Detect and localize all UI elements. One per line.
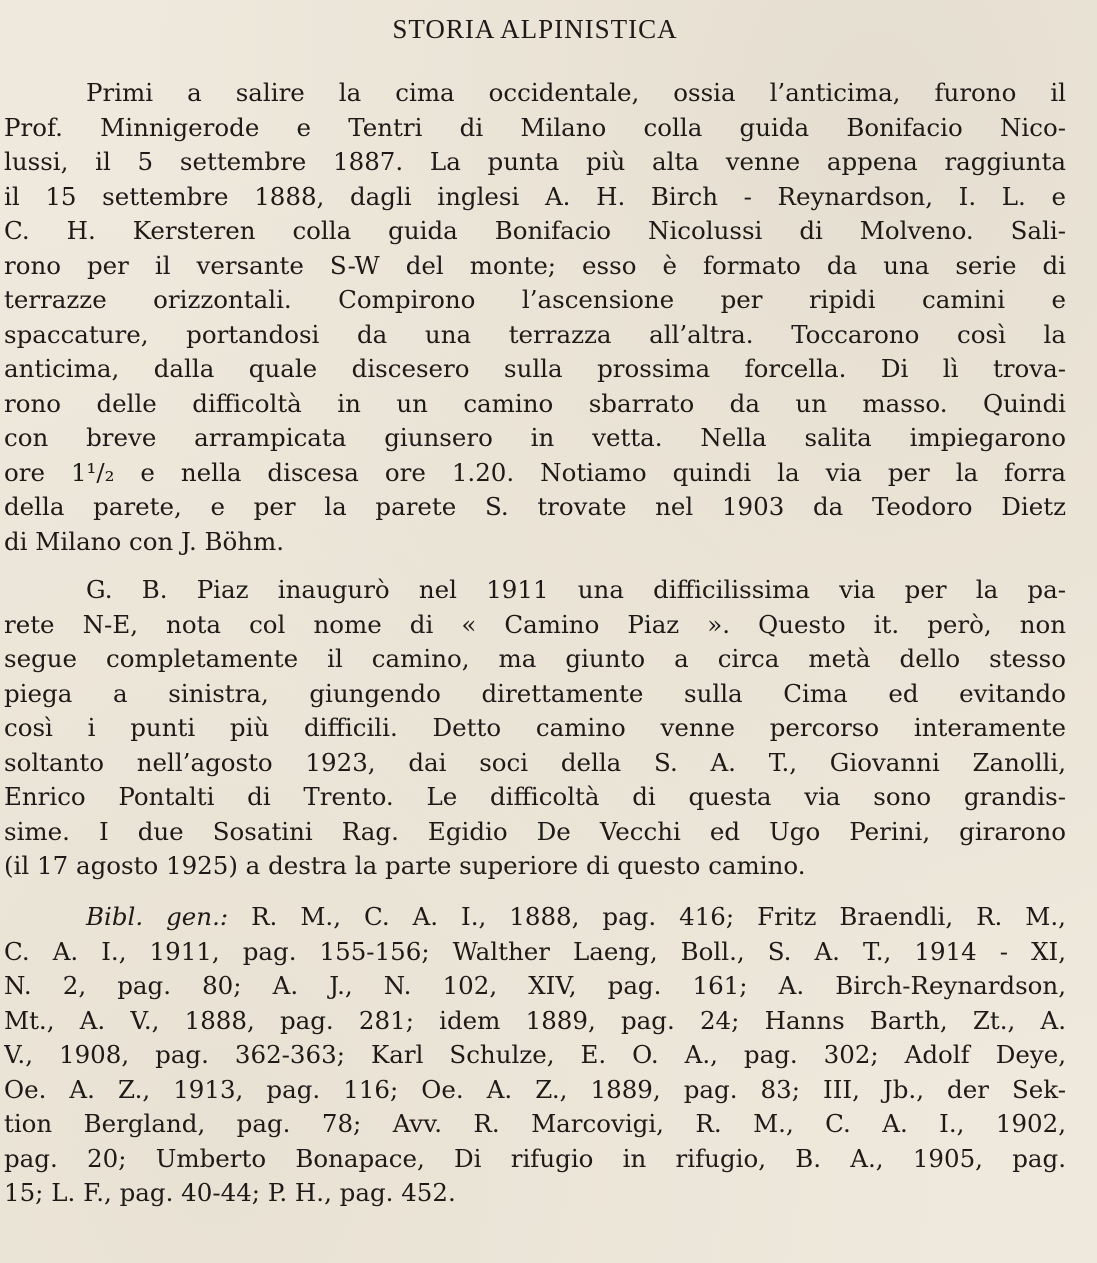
text-line: ore 1¹/₂ e nella discesa ore 1.20. Notiamo quindi la via per la forra (4, 457, 1066, 487)
text-line: rono per il versante S-W del monte; esso è formato da una serie di (4, 250, 1066, 280)
text-line: Primi a salire la cima occidentale, ossia l’anticima, furono il (86, 78, 1066, 107)
text-line: 15; L. F., pag. 40-44; P. H., pag. 452. (4, 1178, 456, 1207)
text-line: rono delle difficoltà in un camino sbarrato da un masso. Quindi (4, 388, 1066, 418)
bibliography-text: R. M., C. A. I., 1888, pag. 416; Fritz Braendli, R. M., (251, 902, 1066, 931)
section-title: STORIA ALPINISTICA (392, 14, 678, 44)
paragraph-first-ascent (4, 76, 1066, 559)
text-line: soltanto nell’agosto 1923, dai soci della S. A. T., Giovanni Zanolli, (4, 747, 1066, 777)
text-line: di Milano con J. Böhm. (4, 526, 285, 556)
text-line: N. 2, pag. 80; A. J., N. 102, XIV, pag. 161; A. Birch-Reynardson, (4, 971, 1066, 1000)
text-line: V., 1908, pag. 362-363; Karl Schulze, E. O. A., pag. 302; Adolf Deye, (4, 1040, 1066, 1069)
text-line: terrazze orizzontali. Compirono l’ascensione per ripidi camini e (4, 285, 1066, 314)
text-line: il 15 settembre 1888, dagli inglesi A. H. Birch - Reynardson, I. L. e (4, 181, 1066, 211)
text-line: piega a sinistra, giungendo direttamente sulla Cima ed evitando (4, 678, 1066, 708)
text-line: tion Bergland, pag. 78; Avv. R. Marcovigi, R. M., C. A. I., 1902, (4, 1109, 1066, 1138)
text-line: segue completamente il camino, ma giunto a circa metà dello stesso (4, 644, 1066, 673)
text-line: (il 17 agosto 1925) a destra la parte superiore di questo camino. (4, 851, 806, 880)
text-line: C. H. Kersteren colla guida Bonifacio Nicolussi di Molveno. Sali- (4, 216, 1066, 245)
text-line: Enrico Pontalti di Trento. Le difficoltà di questa via sono grandis- (4, 782, 1066, 811)
text-line: Mt., A. V., 1888, pag. 281; idem 1889, pag. 24; Hanns Barth, Zt., A. (4, 1005, 1066, 1035)
bibliography-first-line (4, 900, 1066, 935)
text-line: G. B. Piaz inaugurò nel 1911 una difficilissima via per la pa- (86, 575, 1066, 604)
text-line: C. A. I., 1911, pag. 155-156; Walther Laeng, Boll., S. A. T., 1914 - XI, (4, 936, 1066, 966)
text-line: così i punti più difficili. Detto camino venne percorso interamente (4, 713, 1066, 742)
text-line: della parete, e per la parete S. trovate nel 1903 da Teodoro Dietz (4, 492, 1066, 521)
bibliography (4, 900, 1066, 1211)
bibliography-label: Bibl. gen.: (86, 902, 229, 931)
text-line: pag. 20; Umberto Bonapace, Di rifugio in rifugio, B. A., 1905, pag. (4, 1143, 1066, 1173)
text-line: rete N-E, nota col nome di « Camino Piaz ». Questo it. però, non (4, 609, 1066, 639)
text-line: Oe. A. Z., 1913, pag. 116; Oe. A. Z., 1889, pag. 83; III, Jb., der Sek- (4, 1074, 1066, 1104)
text-line: anticima, dalla quale discesero sulla prossima forcella. Di lì trova- (4, 354, 1066, 383)
text-line: spaccature, portandosi da una terrazza all’altra. Toccarono così la (4, 319, 1066, 349)
text-line: sime. I due Sosatini Rag. Egidio De Vecchi ed Ugo Perini, girarono (4, 816, 1066, 846)
text-line: con breve arrampicata giunsero in vetta. Nella salita impiegarono (4, 423, 1066, 452)
text-line: Prof. Minnigerode e Tentri di Milano colla guida Bonifacio Nico- (4, 112, 1066, 142)
paragraph-piaz-route (4, 573, 1066, 884)
text-line: lussi, il 5 settembre 1887. La punta più alta venne appena raggiunta (4, 147, 1066, 176)
